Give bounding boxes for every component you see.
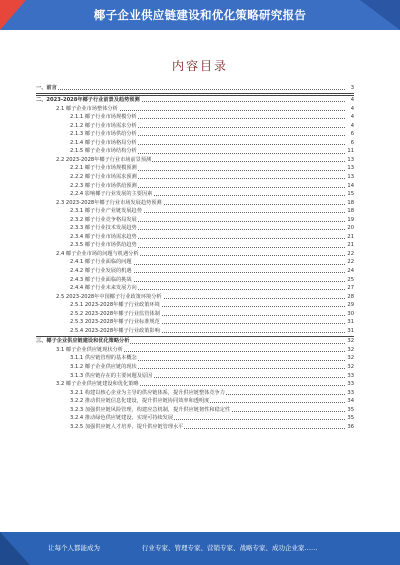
toc-entry-page: 33 (347, 372, 354, 379)
toc-entry-page: 32 (347, 346, 354, 353)
toc-entry-page: 4 (350, 114, 354, 121)
toc-entry-title: 2.3.3 椰子行业技术发展趋势 (70, 225, 137, 232)
toc-entry-title: 2.5 2023-2028年中国椰子行业政策环境分析 (56, 293, 162, 300)
toc-entry[interactable] (36, 139, 354, 148)
toc-entry[interactable] (36, 216, 354, 225)
toc-entry-page: 4 (350, 105, 354, 112)
toc-entry[interactable] (36, 267, 354, 276)
toc-entry[interactable] (36, 233, 354, 242)
toc-entry[interactable] (36, 84, 354, 93)
toc-entry-page: 32 (347, 338, 354, 345)
toc-entry-title: 2.4.1 椰子行业面临的问题 (70, 259, 132, 266)
toc-entry-page: 6 (350, 131, 354, 138)
toc-entry-page: 22 (347, 259, 354, 266)
toc-entry[interactable] (36, 156, 354, 165)
toc-entry[interactable] (36, 406, 354, 415)
toc-entry-page: 31 (347, 327, 354, 334)
footer-slogan-left: 让每个人都能成为 (48, 544, 100, 552)
toc-entry[interactable] (36, 354, 354, 363)
toc-entry-page: 32 (347, 364, 354, 370)
toc-entry[interactable] (36, 250, 354, 259)
toc-entry-page: 24 (347, 267, 354, 274)
toc-leader-dots (36, 89, 345, 90)
toc-entry[interactable] (36, 224, 354, 233)
toc-entry[interactable] (36, 199, 354, 208)
toc-entry-title: 2.1.5 椰子企业市场结构分析 (70, 148, 137, 155)
toc-entry[interactable] (36, 346, 354, 355)
toc-entry[interactable] (36, 318, 354, 327)
toc-entry[interactable] (36, 363, 354, 372)
toc-entry[interactable] (36, 113, 354, 122)
toc-entry-title: 2.2 2023-2028年椰子行业市场前景预测 (56, 156, 152, 163)
toc-entry[interactable] (36, 105, 354, 114)
toc-entry[interactable] (36, 284, 354, 293)
toc-entry[interactable] (36, 414, 354, 423)
toc-entry-page: 4 (350, 122, 354, 129)
toc-entry[interactable] (36, 96, 354, 105)
toc-entry-page: 35 (347, 406, 354, 413)
toc-entry-page: 33 (347, 389, 354, 396)
toc-entry-title: 2.4.3 椰子行业面临的挑战 (70, 276, 132, 283)
toc-entry-title: 3.1.1 供应链管理的基本概念 (70, 355, 137, 362)
table-of-contents (36, 84, 354, 431)
toc-entry-page: 32 (347, 355, 354, 362)
toc-entry-page: 6 (350, 139, 354, 146)
toc-entry-page: 13 (347, 173, 354, 180)
toc-entry[interactable] (36, 389, 354, 398)
toc-entry-page: 15 (347, 191, 354, 198)
toc-entry-title: 2.4 椰子企业市场的问题与机遇分析 (56, 250, 139, 257)
toc-title: 内容目录 (171, 59, 228, 73)
toc-entry-title: 3.2.1 构建以核心企业为主导的供应链体系，提升供应链整体竞争力 (70, 389, 225, 396)
toc-entry[interactable] (36, 130, 354, 139)
toc-entry-page: 34 (347, 398, 354, 405)
toc-entry-page: 28 (347, 293, 354, 300)
toc-entry-page: 14 (347, 182, 354, 189)
toc-entry-page: 27 (347, 285, 354, 292)
toc-entry-page: 35 (347, 415, 354, 422)
toc-entry-title: 2.3.2 椰子行业竞争格局发展 (70, 216, 137, 223)
toc-entry-title: 2.5.1 2023-2028年椰子行业政策环境 (70, 302, 160, 309)
toc-entry-title: 2.5.2 2023-2028年椰子行业监管体制 (70, 310, 160, 317)
toc-entry-page: 21 (347, 233, 354, 240)
report-title: 椰子企业供应链建设和优化策略研究报告 (93, 8, 307, 22)
toc-entry-title: 2.4.4 椰子行业未来发展方向 (70, 285, 137, 292)
toc-entry[interactable] (36, 258, 354, 267)
toc-entry-page: 29 (347, 302, 354, 309)
toc-entry-page: 21 (347, 242, 354, 249)
toc-entry-title: 2.1.4 椰子行业市场格局分析 (70, 139, 137, 146)
toc-entry-page: 4 (350, 97, 354, 104)
footer-accent (0, 532, 30, 565)
toc-entry-title: 2.2.3 椰子行业市场供给预测 (70, 182, 137, 189)
toc-entry-title: 2.5.3 2023-2028年椰子行业标准规范 (70, 319, 160, 326)
toc-entry-title: 2.2.4 影响椰子行业发展的主要因素 (70, 191, 153, 198)
toc-entry-title: 2.3 2023-2028年椰子行业市场发展趋势预测 (56, 199, 162, 206)
toc-entry-title: 2.1.1 椰子行业市场规模分析 (70, 114, 137, 121)
toc-entry[interactable] (36, 293, 354, 302)
toc-entry[interactable] (36, 241, 354, 250)
toc-entry[interactable] (36, 276, 354, 285)
toc-entry-title: 3.1 椰子企业供应链现状分析 (56, 346, 123, 353)
toc-entry-page: 25 (347, 276, 354, 283)
toc-entry-title: 2.3.5 椰子行业市场供给趋势 (70, 242, 137, 249)
toc-entry[interactable] (36, 372, 354, 381)
toc-entry-title: 2.2.1 椰子行业市场规模预测 (70, 165, 137, 172)
toc-entry[interactable] (36, 173, 354, 182)
toc-entry-page: 31 (347, 319, 354, 326)
toc-entry-title: 2.3.1 椰子行业产业链发展趋势 (70, 208, 142, 215)
footer-slogan-right: 行业专家、管理专家、营销专家、战略专家、成功企业家…… (142, 544, 318, 552)
toc-entry[interactable] (36, 182, 354, 191)
toc-entry[interactable] (36, 423, 354, 432)
toc-entry[interactable] (36, 380, 354, 389)
toc-entry-title: 三、椰子企业供应链建设和优化策略分析 (36, 338, 130, 345)
toc-entry-page: 20 (347, 225, 354, 232)
toc-entry[interactable] (36, 310, 354, 319)
toc-entry-title: 2.4.2 椰子行业发展的机遇 (70, 267, 132, 274)
toc-entry-title: 3.2.3 加强供应链风险管理，构建应急机制，提升供应链韧性和稳定性 (70, 406, 231, 413)
toc-entry-title: 3.1.3 供应链存在的主要问题及原因 (70, 372, 153, 379)
toc-entry-title: 3.2.2 推动供应链信息化建设，提升供应链协同效率和透明度 (70, 398, 210, 405)
toc-entry-title: 2.1 椰子企业市场整体分析 (56, 105, 118, 112)
toc-entry[interactable] (36, 190, 354, 199)
footer-bar (0, 532, 400, 565)
toc-entry-title: 2.2.2 椰子行业市场需求预测 (70, 173, 137, 180)
toc-entry-title: 二、2023-2028年椰子行业前景及趋势预测 (36, 97, 140, 104)
toc-entry-title: 2.1.2 椰子行业市场需求分析 (70, 122, 137, 129)
toc-entry-title: 3.2 椰子企业供应链建设和优化策略 (56, 381, 139, 388)
toc-entry-page: 18 (347, 208, 354, 215)
toc-entry-title: 3.2.4 推动绿色供应链建设，实现可持续发展 (70, 415, 174, 422)
toc-entry-page: 36 (347, 423, 354, 430)
toc-entry-title: 2.5.4 2023-2028年椰子行业政策影响 (70, 327, 160, 334)
toc-entry-page: 18 (347, 199, 354, 206)
toc-entry[interactable] (36, 337, 354, 346)
toc-entry[interactable] (36, 164, 354, 173)
toc-entry-page: 13 (347, 165, 354, 172)
toc-entry[interactable] (36, 301, 354, 310)
toc-entry-title: 2.1.3 椰子行业市场供给分析 (70, 131, 137, 138)
toc-entry[interactable] (36, 397, 354, 406)
toc-entry-page: 13 (347, 156, 354, 163)
toc-entry-page: 22 (347, 250, 354, 257)
toc-entry-page: 11 (347, 148, 354, 155)
toc-entry-title: 3.1.2 椰子企业供应链的现状 (70, 364, 137, 370)
toc-entry-title: 一、前言 (36, 85, 57, 91)
toc-entry-page: 33 (347, 381, 354, 388)
toc-entry-title: 3.2.5 加强供应链人才培养，提升供应链管理水平 (70, 423, 184, 430)
toc-entry[interactable] (36, 207, 354, 216)
toc-entry-title: 2.3.4 椰子行业市场需求趋势 (70, 233, 137, 240)
toc-entry-page: 30 (347, 310, 354, 317)
toc-entry[interactable] (36, 147, 354, 156)
header-bar (0, 0, 400, 30)
toc-entry-page: 19 (347, 216, 354, 223)
toc-entry[interactable] (36, 122, 354, 131)
toc-entry-page: 3 (350, 85, 354, 91)
toc-entry[interactable] (36, 327, 354, 336)
